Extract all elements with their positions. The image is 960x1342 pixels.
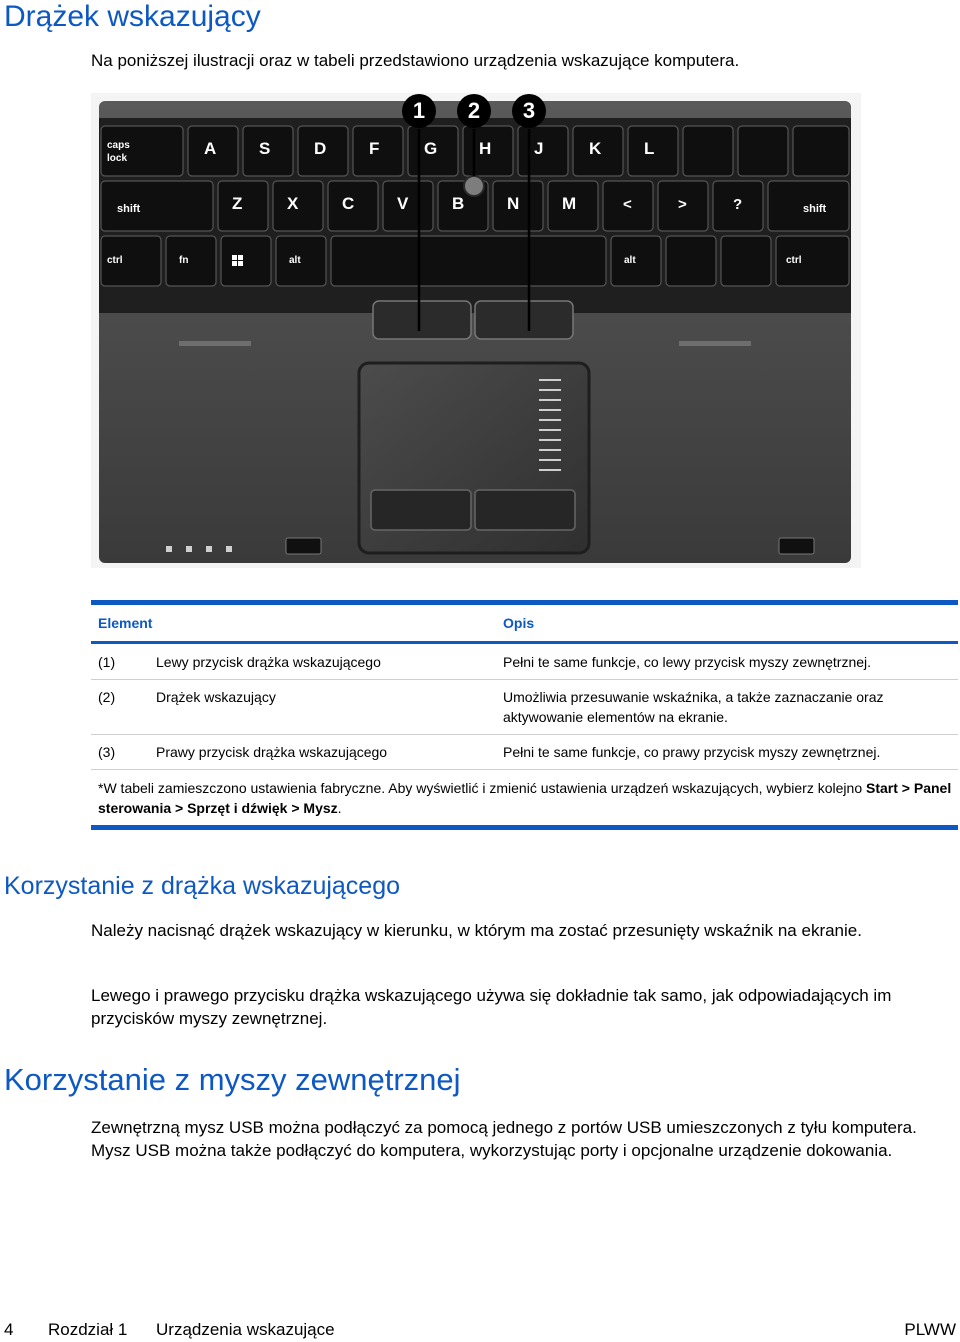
callout-2 bbox=[457, 94, 491, 128]
speaker-grille bbox=[779, 538, 814, 554]
key-label: ctrl bbox=[786, 255, 802, 266]
key-label: A bbox=[204, 139, 217, 158]
speaker-grille bbox=[286, 538, 321, 554]
table-header-description: Opis bbox=[503, 615, 535, 631]
section1-paragraph-2: Lewego i prawego przycisku drążka wskazującego używa się dokładnie tak samo, jak odpowiadających im przycisków myszy zewnętrznej. bbox=[91, 986, 892, 1028]
touchpad-right-button bbox=[475, 490, 575, 530]
table-bottom-rule bbox=[91, 825, 958, 830]
key-label: caps bbox=[107, 140, 130, 151]
key-label: alt bbox=[289, 255, 301, 266]
pointing-stick bbox=[464, 176, 484, 196]
row-number: (3) bbox=[98, 744, 116, 760]
callout-1 bbox=[402, 94, 436, 128]
row-number: (2) bbox=[98, 689, 116, 705]
row-description: Pełni te same funkcje, co lewy przycisk myszy zewnętrznej. bbox=[503, 654, 872, 670]
row-divider bbox=[91, 769, 958, 770]
key-label: B bbox=[452, 194, 465, 213]
pointing-stick-right-button bbox=[475, 301, 573, 339]
section-heading-pointing-stick: Korzystanie z drążka wskazującego bbox=[4, 872, 401, 900]
row-number: (1) bbox=[98, 654, 116, 670]
intro-paragraph: Na poniższej ilustracji oraz w tabeli przedstawiono urządzenia wskazujące komputera. bbox=[91, 51, 740, 70]
row-element: Prawy przycisk drążka wskazującego bbox=[156, 744, 388, 760]
key-label: L bbox=[644, 139, 655, 158]
key-label: N bbox=[507, 194, 520, 213]
table-note-path: Start > Panel sterowania > Sprzęt i dźwięk > Mysz bbox=[98, 780, 952, 816]
row-divider bbox=[91, 679, 958, 680]
callout-3 bbox=[512, 94, 546, 128]
svg-text:1: 1 bbox=[412, 98, 426, 123]
key-label: fn bbox=[179, 255, 189, 266]
row-element: Drążek wskazujący bbox=[156, 689, 276, 705]
key-label: G bbox=[424, 139, 438, 158]
key-label: S bbox=[259, 139, 271, 158]
key-label: J bbox=[534, 139, 544, 158]
key-label: M bbox=[562, 194, 577, 213]
key-label: ? bbox=[733, 196, 743, 213]
svg-text:2: 2 bbox=[467, 98, 481, 123]
pointing-devices-illustration bbox=[91, 93, 861, 568]
row-divider bbox=[91, 734, 958, 735]
section1-paragraph-1: Należy nacisnąć drążek wskazujący w kierunku, w którym ma zostać przesunięty wskaźnik na ekranie. bbox=[91, 921, 862, 940]
table-header-element: Element bbox=[98, 615, 153, 631]
key-label: > bbox=[678, 196, 687, 213]
key-label: < bbox=[623, 196, 632, 213]
key-label: shift bbox=[117, 203, 141, 215]
footer-chapter: Rozdział 1 bbox=[48, 1320, 128, 1339]
footer-doc-code: PLWW bbox=[904, 1320, 956, 1339]
key-label: lock bbox=[107, 153, 128, 164]
key-label: D bbox=[314, 139, 327, 158]
key-label: Z bbox=[232, 194, 243, 213]
key-label: H bbox=[479, 139, 492, 158]
page-title: Drążek wskazujący bbox=[4, 0, 261, 33]
table-note-text: *W tabeli zamieszczono ustawienia fabryczne. Aby wyświetlić i zmienić ustawienia urządzeń wskazujących, wybierz kolejno bbox=[98, 780, 863, 796]
pointing-stick-left-button bbox=[373, 301, 471, 339]
key-label: alt bbox=[624, 255, 636, 266]
key-label: ctrl bbox=[107, 255, 123, 266]
footer-chapter-title: Urządzenia wskazujące bbox=[156, 1320, 335, 1339]
key-label: K bbox=[589, 139, 602, 158]
table-top-rule bbox=[91, 600, 958, 605]
key-label: C bbox=[342, 194, 355, 213]
touchpad-left-button bbox=[371, 490, 471, 530]
table-note bbox=[98, 778, 956, 818]
svg-text:3: 3 bbox=[522, 98, 536, 123]
key-label: X bbox=[287, 194, 299, 213]
section2-paragraph-1: Zewnętrzną mysz USB można podłączyć za pomocą jednego z portów USB umieszczonych z tyłu komputera. Mysz USB można także podłączyć do komputera, wykorzystując porty i opcjonalne urządzenie dokowania. bbox=[91, 1118, 917, 1160]
row-description: Pełni te same funkcje, co prawy przycisk myszy zewnętrznej. bbox=[503, 744, 881, 760]
table-note-end: . bbox=[337, 800, 342, 816]
key-label: shift bbox=[803, 203, 827, 215]
key-label: F bbox=[369, 139, 380, 158]
table-header-rule bbox=[91, 641, 958, 644]
row-description: Umożliwia przesuwanie wskaźnika, a także zaznaczanie oraz aktywowanie elementów na ekranie. bbox=[503, 689, 884, 725]
footer-page-number: 4 bbox=[4, 1320, 14, 1339]
key-label: V bbox=[397, 194, 409, 213]
section-heading-external-mouse: Korzystanie z myszy zewnętrznej bbox=[4, 1062, 461, 1097]
row-element: Lewy przycisk drążka wskazującego bbox=[156, 654, 381, 670]
